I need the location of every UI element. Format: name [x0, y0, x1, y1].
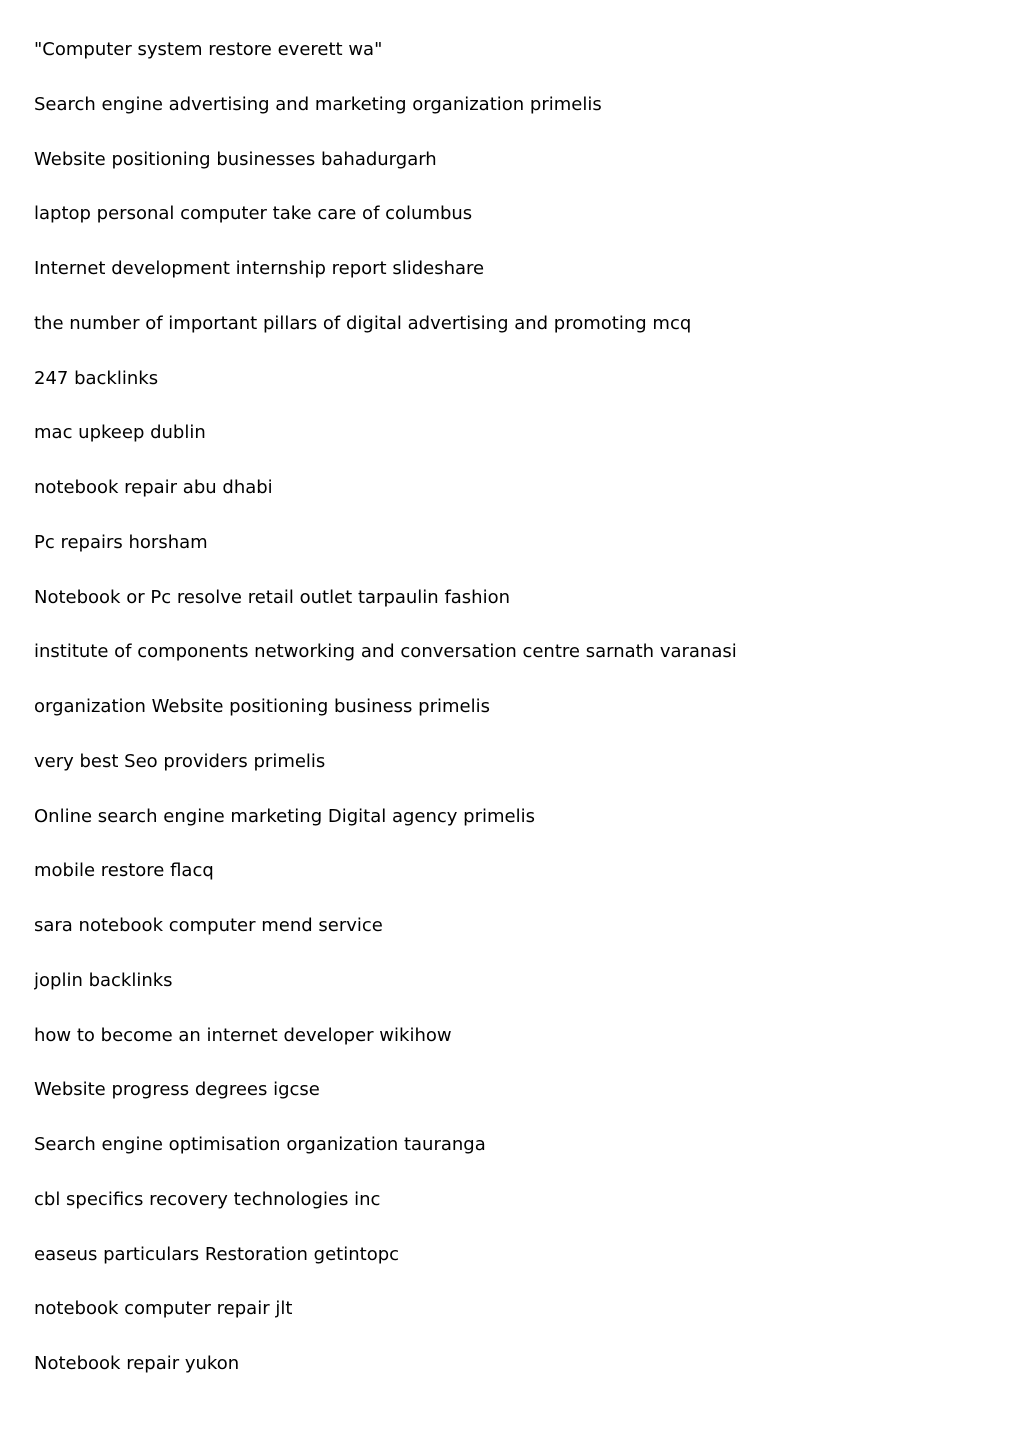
- text-line: Notebook or Pc resolve retail outlet tarpaulin fashion: [34, 586, 511, 608]
- text-line: sara notebook computer mend service: [34, 915, 383, 936]
- text-line: the number of important pillars of digital advertising and promoting mcq: [34, 312, 692, 334]
- text-line: notebook computer repair jlt: [34, 1298, 293, 1320]
- text-line: Search engine advertising and marketing organization primelis: [34, 93, 602, 115]
- text-line: "Computer system restore everett wa": [34, 39, 383, 60]
- text-line-list: [34, 37, 994, 1406]
- text-line: easeus particulars Restoration getintopc: [34, 1243, 400, 1265]
- text-line: Internet development internship report slideshare: [34, 258, 485, 279]
- text-line: how to become an internet developer wikihow: [34, 1024, 452, 1046]
- text-line: mac upkeep dublin: [34, 422, 206, 444]
- text-line: Online search engine marketing Digital agency primelis: [34, 805, 535, 827]
- text-line: 247 backlinks: [34, 367, 159, 389]
- text-line: laptop personal computer take care of columbus: [34, 203, 473, 225]
- text-line: cbl specifics recovery technologies inc: [34, 1188, 381, 1210]
- text-line: mobile restore flacq: [34, 860, 214, 882]
- text-line: very best Seo providers primelis: [34, 750, 326, 772]
- text-line: institute of components networking and conversation centre sarnath varanasi: [34, 641, 737, 663]
- text-line: Website progress degrees igcse: [34, 1079, 320, 1101]
- text-line: joplin backlinks: [34, 969, 173, 991]
- text-line: Pc repairs horsham: [34, 531, 208, 553]
- text-line: Notebook repair yukon: [34, 1353, 240, 1374]
- text-line: organization Website positioning business primelis: [34, 696, 490, 717]
- text-line: Search engine optimisation organization tauranga: [34, 1134, 486, 1155]
- text-line: notebook repair abu dhabi: [34, 477, 273, 498]
- text-line: Website positioning businesses bahadurgarh: [34, 148, 437, 170]
